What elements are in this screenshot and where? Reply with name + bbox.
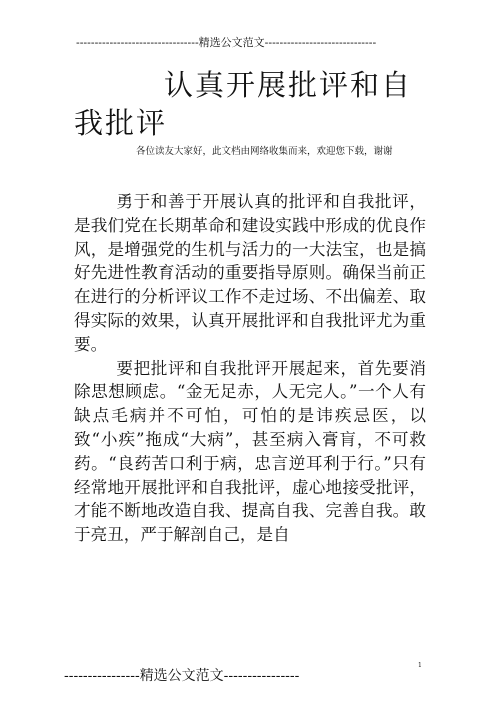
title-line-2: 我批评 — [74, 106, 168, 140]
document-subtitle: 各位读友大家好，此文档由网络收集而来，欢迎您下载，谢谢 — [136, 146, 393, 157]
page-footer: ----------------精选公文范文---------------- — [64, 668, 300, 684]
title-line-1: 认真开展批评和自 — [164, 68, 413, 102]
document-body — [74, 190, 426, 547]
page-header: ---------------------------------精选公文范文------------------------------ — [76, 36, 377, 49]
body-paragraph-1: 勇于和善于开展认真的批评和自我批评，是我们党在长期革命和建设实践中形成的优良作风，是增强党的生机与活力的一大法宝，也是搞好先进性教育活动的重要指导原则。确保当前正在进行的分析评议工作不走过场、不出偏差、取得实际的效果，认真开展批评和自我批评尤为重要。 — [74, 192, 426, 354]
body-paragraph-2: 要把批评和自我批评开展起来，首先要消除思想顾虑。“金无足赤，人无完人。”一个人有缺点毛病并不可怕，可怕的是讳疾忌医，以致“小疾”拖成“大病”，甚至病入膏肓，不可救药。“良药苦口利于病，忠言逆耳利于行。”只有经常地开展批评和自我批评，虚心地接受批评，才能不断地改造自我、提高自我、完善自我。敢于亮丑，严于解剖自己，是自 — [74, 358, 426, 545]
document-title — [74, 66, 424, 142]
page-number: 1 — [418, 662, 422, 669]
